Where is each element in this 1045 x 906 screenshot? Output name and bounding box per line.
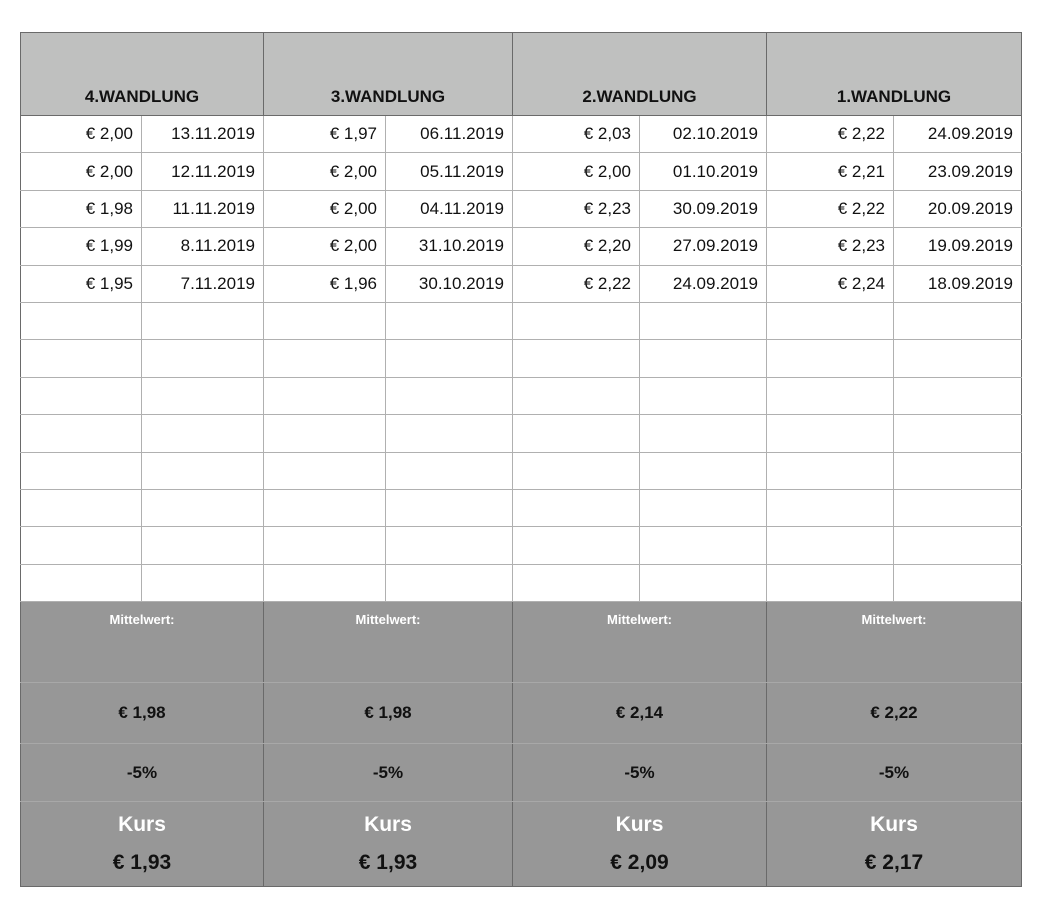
price-cell[interactable]: € 2,03 [513,116,640,153]
empty-row [21,452,1022,489]
table-row [21,116,1022,153]
summary-row [21,683,1022,744]
empty-cell[interactable] [767,340,894,377]
empty-cell[interactable] [513,452,640,489]
date-cell[interactable]: 01.10.2019 [640,153,767,190]
empty-cell[interactable] [21,340,142,377]
empty-cell[interactable] [264,489,386,526]
price-cell[interactable]: € 2,00 [264,190,386,227]
price-cell[interactable]: € 2,23 [767,228,894,265]
empty-cell[interactable] [894,377,1022,414]
empty-cell[interactable] [264,452,386,489]
empty-cell[interactable] [21,415,142,452]
summary-row [21,744,1022,802]
table-row [21,190,1022,227]
empty-cell[interactable] [894,564,1022,601]
price-cell[interactable]: € 2,00 [513,153,640,190]
discount-value: -5% [624,762,655,782]
date-cell[interactable]: 24.09.2019 [894,116,1022,153]
empty-cell[interactable] [21,564,142,601]
group-title: 4.WANDLUNG [21,33,264,116]
mittelwert-label: Mittelwert: [355,612,421,628]
price-cell[interactable]: € 1,98 [21,190,142,227]
date-cell[interactable]: 31.10.2019 [386,228,513,265]
price-cell[interactable]: € 2,21 [767,153,894,190]
empty-cell[interactable] [767,452,894,489]
empty-cell[interactable] [640,527,767,564]
empty-cell[interactable] [21,527,142,564]
mittelwert-label: Mittelwert: [861,612,927,628]
empty-cell[interactable] [386,489,513,526]
empty-cell[interactable] [386,564,513,601]
empty-row [21,527,1022,564]
date-cell[interactable]: 02.10.2019 [640,116,767,153]
empty-cell[interactable] [513,415,640,452]
empty-cell[interactable] [142,377,264,414]
date-cell[interactable]: 06.11.2019 [386,116,513,153]
wandlung-table [20,32,1022,887]
group-title: 1.WANDLUNG [767,33,1022,116]
empty-cell[interactable] [894,415,1022,452]
price-cell[interactable]: € 2,00 [21,153,142,190]
group-title: 2.WANDLUNG [513,33,767,116]
date-cell[interactable]: 23.09.2019 [894,153,1022,190]
table-row [21,265,1022,302]
empty-cell[interactable] [21,377,142,414]
kurs-label: Kurs [615,813,664,837]
empty-cell[interactable] [386,377,513,414]
price-cell[interactable]: € 2,22 [767,190,894,227]
mittelwert-value: € 1,98 [118,703,166,723]
kurs-value: € 2,09 [610,851,669,875]
discount-value: -5% [878,762,910,782]
empty-cell[interactable] [264,564,386,601]
empty-row [21,377,1022,414]
mittelwert-value: € 2,14 [615,703,664,723]
date-cell[interactable]: 8.11.2019 [142,228,264,265]
empty-cell[interactable] [513,489,640,526]
kurs-label: Kurs [364,813,412,837]
empty-cell[interactable] [894,527,1022,564]
empty-cell[interactable] [640,340,767,377]
empty-cell[interactable] [894,302,1022,339]
empty-cell[interactable] [513,527,640,564]
table-row [21,153,1022,190]
discount-value: -5% [126,762,158,782]
empty-cell[interactable] [386,527,513,564]
discount-value: -5% [372,762,404,782]
empty-row [21,489,1022,526]
empty-cell[interactable] [264,415,386,452]
empty-cell[interactable] [142,340,264,377]
empty-cell[interactable] [264,527,386,564]
empty-cell[interactable] [767,302,894,339]
date-cell[interactable]: 24.09.2019 [640,265,767,302]
empty-cell[interactable] [767,527,894,564]
empty-cell[interactable] [21,452,142,489]
price-cell[interactable]: € 1,97 [264,116,386,153]
date-cell[interactable]: 13.11.2019 [142,116,264,153]
price-cell[interactable]: € 2,00 [21,116,142,153]
empty-cell[interactable] [21,489,142,526]
date-cell[interactable]: 05.11.2019 [386,153,513,190]
empty-cell[interactable] [894,489,1022,526]
empty-cell[interactable] [142,452,264,489]
empty-cell[interactable] [640,452,767,489]
date-cell[interactable]: 20.09.2019 [894,190,1022,227]
empty-cell[interactable] [142,527,264,564]
empty-cell[interactable] [386,452,513,489]
date-cell[interactable]: 19.09.2019 [894,228,1022,265]
empty-cell[interactable] [513,564,640,601]
empty-cell[interactable] [264,340,386,377]
empty-cell[interactable] [640,489,767,526]
summary-row [21,602,1022,683]
price-cell[interactable]: € 1,96 [264,265,386,302]
empty-cell[interactable] [386,302,513,339]
empty-cell[interactable] [640,415,767,452]
empty-cell[interactable] [767,489,894,526]
empty-cell[interactable] [767,415,894,452]
empty-row [21,302,1022,339]
empty-cell[interactable] [264,302,386,339]
date-cell[interactable]: 04.11.2019 [386,190,513,227]
empty-cell[interactable] [513,377,640,414]
empty-cell[interactable] [894,452,1022,489]
empty-cell[interactable] [142,415,264,452]
price-cell[interactable]: € 1,99 [21,228,142,265]
price-cell[interactable]: € 2,22 [513,265,640,302]
empty-cell[interactable] [142,564,264,601]
empty-cell[interactable] [513,302,640,339]
table-row [21,228,1022,265]
kurs-label: Kurs [118,813,166,837]
price-cell[interactable]: € 2,00 [264,153,386,190]
empty-cell[interactable] [894,340,1022,377]
empty-cell[interactable] [264,377,386,414]
summary-row [21,802,1022,887]
date-cell[interactable]: 12.11.2019 [142,153,264,190]
empty-cell[interactable] [640,302,767,339]
empty-cell[interactable] [386,415,513,452]
empty-row [21,415,1022,452]
price-cell[interactable]: € 2,23 [513,190,640,227]
group-title: 3.WANDLUNG [264,33,513,116]
mittelwert-value: € 1,98 [364,703,412,723]
empty-cell[interactable] [640,377,767,414]
date-cell[interactable]: 7.11.2019 [142,265,264,302]
price-cell[interactable]: € 2,00 [264,228,386,265]
empty-cell[interactable] [386,340,513,377]
date-cell[interactable]: 18.09.2019 [894,265,1022,302]
mittelwert-label: Mittelwert: [109,612,175,628]
mittelwert-value: € 2,22 [870,703,918,723]
empty-cell[interactable] [640,564,767,601]
empty-cell[interactable] [513,340,640,377]
date-cell[interactable]: 30.10.2019 [386,265,513,302]
kurs-value: € 1,93 [112,851,172,875]
header-row [21,33,1022,116]
empty-cell[interactable] [142,489,264,526]
price-cell[interactable]: € 1,95 [21,265,142,302]
empty-cell[interactable] [767,377,894,414]
empty-row [21,564,1022,601]
kurs-value: € 1,93 [358,851,418,875]
mittelwert-label: Mittelwert: [607,612,672,628]
empty-row [21,340,1022,377]
kurs-value: € 2,17 [864,851,924,875]
kurs-label: Kurs [870,813,918,837]
date-cell[interactable]: 30.09.2019 [640,190,767,227]
date-cell[interactable]: 27.09.2019 [640,228,767,265]
date-cell[interactable]: 11.11.2019 [142,190,264,227]
price-cell[interactable]: € 2,24 [767,265,894,302]
empty-cell[interactable] [142,302,264,339]
empty-cell[interactable] [21,302,142,339]
empty-cell[interactable] [767,564,894,601]
price-cell[interactable]: € 2,22 [767,116,894,153]
price-cell[interactable]: € 2,20 [513,228,640,265]
